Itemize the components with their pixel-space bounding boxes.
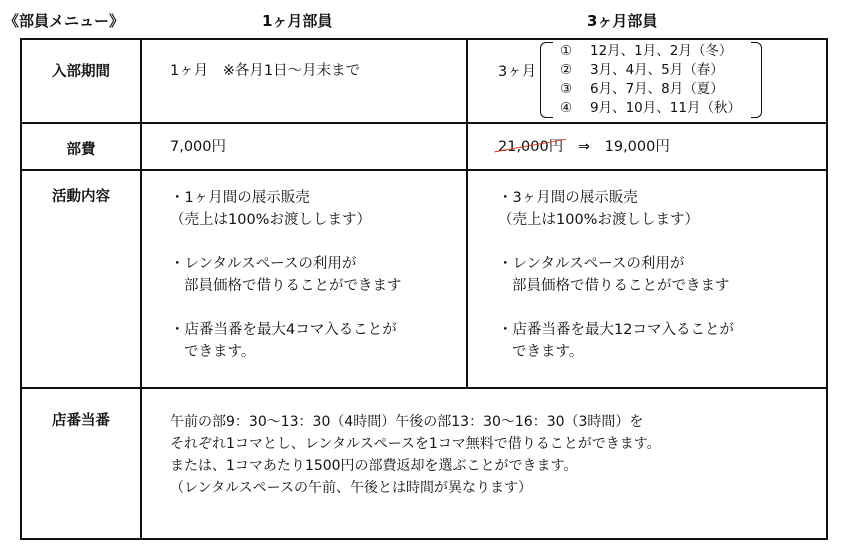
season-item bbox=[560, 42, 741, 61]
season-number: ④ bbox=[560, 100, 573, 116]
fee-three-month bbox=[468, 136, 826, 158]
activity-label: 活動内容 bbox=[52, 189, 110, 205]
activity-item-line: ・店番当番を最大12コマ入ることが bbox=[498, 322, 734, 338]
shift-line: 午前の部9：30～13：30（4時間）午後の部13：30～16：30（3時間）を bbox=[170, 414, 644, 430]
activity-one-month-list bbox=[142, 187, 466, 363]
fee-label: 部費 bbox=[66, 142, 96, 158]
period-label-cell bbox=[21, 39, 141, 123]
activity-row bbox=[21, 170, 827, 388]
season-item bbox=[560, 61, 741, 80]
left-brace bbox=[540, 42, 553, 118]
season-list bbox=[560, 42, 741, 118]
activity-label-cell bbox=[21, 170, 141, 388]
activity-item-line: ・1ヶ月間の展示販売 bbox=[170, 190, 310, 206]
activity-item-line: ・レンタルスペースの利用が bbox=[170, 256, 357, 272]
season-text: 6月、7月、8月（夏） bbox=[590, 81, 724, 97]
one-month-column-title: 1ヶ月部員 bbox=[262, 12, 333, 30]
period-three-month-cell bbox=[467, 39, 827, 123]
season-number: ③ bbox=[560, 81, 573, 97]
fee-three-month-cell bbox=[467, 123, 827, 170]
season-item bbox=[560, 99, 741, 118]
activity-item-line: （売上は100%お渡しします） bbox=[170, 212, 371, 228]
arrow-icon: ⇒ bbox=[577, 139, 591, 155]
activity-item-line: できます。 bbox=[184, 344, 256, 360]
fee-one-month: 7,000円 bbox=[170, 139, 227, 155]
season-text: 3月、4月、5月（春） bbox=[590, 62, 724, 78]
fee-one-month-cell bbox=[141, 123, 467, 170]
fee-row bbox=[21, 123, 827, 170]
shift-description bbox=[142, 411, 826, 499]
activity-item-line: 部員価格で借りることができます bbox=[512, 278, 730, 294]
activity-one-month-cell bbox=[141, 170, 467, 388]
activity-item-line: （売上は100%お渡しします） bbox=[498, 212, 699, 228]
three-month-unit: 3ヶ月 bbox=[498, 64, 537, 80]
season-number: ① bbox=[560, 43, 573, 59]
period-label: 入部期間 bbox=[52, 64, 110, 80]
season-text: 9月、10月、11月（秋） bbox=[590, 100, 741, 116]
period-one-month-cell bbox=[141, 39, 467, 123]
activity-item-line: できます。 bbox=[512, 344, 584, 360]
activity-item-line: ・店番当番を最大4コマ入ることが bbox=[170, 322, 397, 338]
old-price-struck: 21,000円 bbox=[498, 136, 563, 158]
right-brace bbox=[751, 42, 762, 118]
shift-label: 店番当番 bbox=[52, 413, 110, 429]
new-price: 19,000円 bbox=[604, 139, 670, 155]
shift-label-cell bbox=[21, 388, 141, 539]
shift-row bbox=[21, 388, 827, 539]
activity-three-month-list bbox=[468, 187, 826, 363]
three-month-column-title: 3ヶ月部員 bbox=[587, 12, 658, 30]
activity-three-month-cell bbox=[467, 170, 827, 388]
shift-description-cell bbox=[141, 388, 827, 539]
membership-table bbox=[20, 38, 828, 540]
period-row bbox=[21, 39, 827, 123]
shift-line: それぞれ1コマとし、レンタルスペースを1コマ無料で借りることができます。 bbox=[170, 436, 661, 452]
period-one-month-text: 1ヶ月 ※各月1日～月末まで bbox=[170, 63, 361, 79]
shift-line: （レンタルスペースの午前、午後とは時間が異なります） bbox=[170, 480, 532, 496]
shift-line: または、1コマあたり1500円の部費返却を選ぶことができます。 bbox=[170, 458, 578, 474]
season-text: 12月、1月、2月（冬） bbox=[590, 43, 733, 59]
activity-item-line: ・3ヶ月間の展示販売 bbox=[498, 190, 638, 206]
season-list-block bbox=[468, 40, 826, 122]
activity-item-line: ・レンタルスペースの利用が bbox=[498, 256, 685, 272]
season-number: ② bbox=[560, 62, 573, 78]
menu-title: 《部員メニュー》 bbox=[4, 12, 125, 30]
fee-label-cell bbox=[21, 123, 141, 170]
season-item bbox=[560, 80, 741, 99]
activity-item-line: 部員価格で借りることができます bbox=[184, 278, 402, 294]
